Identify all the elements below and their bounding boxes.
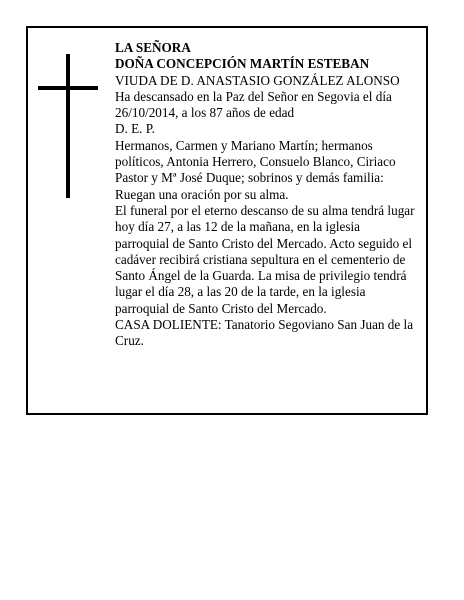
family-list: Hermanos, Carmen y Mariano Martín; hermanos políticos, Antonia Herrero, Consuelo Blanco, Ciriaco Pastor y Mª José Duque; sobrinos y demás familia: xyxy=(115,137,396,186)
death-announcement: Ha descansado en la Paz del Señor en Segovia el día 26/10/2014, a los 87 años de edad xyxy=(115,88,392,121)
dep-line: D. E. P. xyxy=(115,121,155,137)
obituary-text xyxy=(115,40,417,350)
cross-horizontal-bar xyxy=(38,86,98,90)
cross-vertical-bar xyxy=(66,54,70,198)
prayer-request: Ruegan una oración por su alma. xyxy=(115,186,289,202)
mourning-house: CASA DOLIENTE: Tanatorio Segoviano San Juan de la Cruz. xyxy=(115,317,414,349)
notice-title: LA SEÑORA xyxy=(115,40,191,55)
widow-line: VIUDA DE D. ANASTASIO GONZÁLEZ ALONSO xyxy=(115,72,400,88)
funeral-details: El funeral por el eterno descanso de su alma tendrá lugar hoy día 27, a las 12 de la mañana, en la iglesia parroquial de Santo Cristo del Mercado. Acto seguido el cadáver recibirá cristiana sepultura en el cementerio de Santo Ángel de la Guarda. La misa de privilegio tendrá lugar el día 28, a las 20 de la tarde, en la iglesia parroquial de Santo Cristo del Mercado. xyxy=(115,202,415,316)
obituary-notice xyxy=(26,26,428,415)
cross-icon xyxy=(38,54,98,198)
deceased-name: DOÑA CONCEPCIÓN MARTÍN ESTEBAN xyxy=(115,56,370,72)
